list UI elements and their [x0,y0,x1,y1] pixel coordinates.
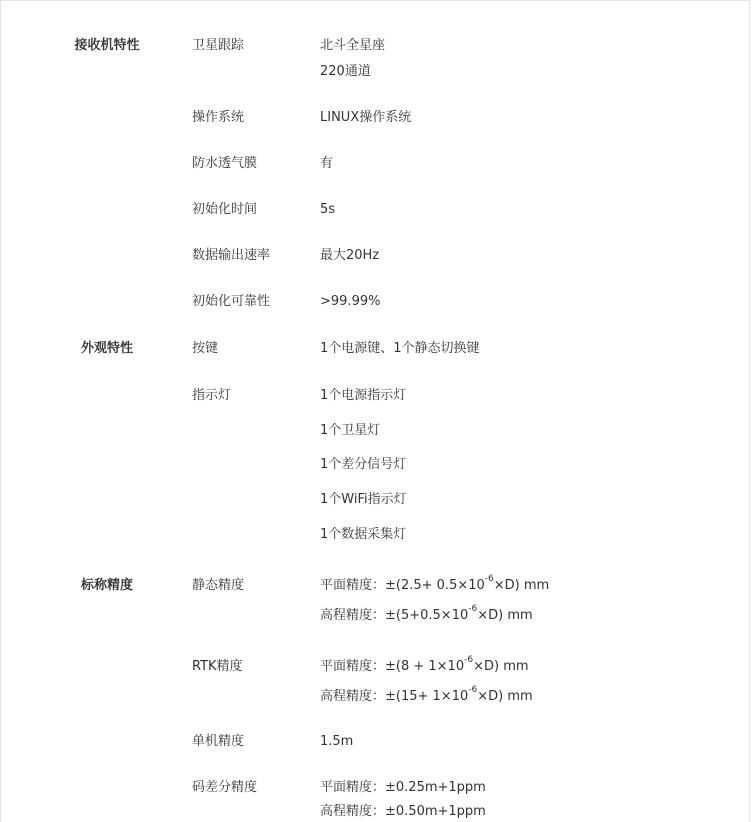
row-value: 高程精度：$\pm(15+ 1\times 10^{-6}\times D)$ mm [320,685,533,704]
row-label: 按键 [192,341,219,356]
row-label: 静态精度 [192,578,245,593]
row-value: 1.5m [320,734,354,749]
category-accuracy: 标称精度 [80,578,133,593]
row-value: 高程精度：$\pm(5+0.5\times 10^{-6}\times D)$ mm [320,604,533,623]
row-label: 防水透气膜 [192,156,258,171]
row-label: 单机精度 [192,734,245,749]
category-receiver: 接收机特性 [74,38,140,53]
row-label: 数据输出速率 [192,248,271,263]
row-value: 平面精度：$\pm(2.5+ 0.5\times 10^{-6}\times D)$ mm [320,574,550,593]
row-label: 初始化时间 [192,202,258,217]
row-value: 北斗全星座 [320,38,386,53]
row-value: 平面精度：$\pm(8 + 1\times 10^{-6}\times D)$ mm [320,655,529,674]
row-value: 1个电源指示灯 [320,388,407,403]
row-value: 1个差分信号灯 [320,457,407,472]
row-value: 最大20Hz [320,248,380,263]
row-value: 1个WiFi指示灯 [320,492,407,507]
category-appearance: 外观特性 [80,341,133,356]
row-value: >99.99% [320,294,381,309]
row-label: 码差分精度 [192,780,258,795]
row-value: 有 [320,156,334,171]
row-value: 1个数据采集灯 [320,527,407,542]
row-value: 1个卫星灯 [320,423,381,438]
row-value: 高程精度：±0.50m+1ppm [320,804,486,819]
row-label: RTK精度 [192,659,243,674]
row-value: LINUX操作系统 [320,110,412,125]
row-value: 1个电源键、1个静态切换键 [320,341,480,356]
row-value: 平面精度：±0.25m+1ppm [320,780,486,795]
row-label: 卫星跟踪 [192,38,245,53]
row-label: 操作系统 [192,110,245,125]
row-label: 指示灯 [192,388,232,403]
row-value: 5s [320,202,336,217]
row-value: 220通道 [320,64,371,79]
row-label: 初始化可靠性 [192,294,271,309]
